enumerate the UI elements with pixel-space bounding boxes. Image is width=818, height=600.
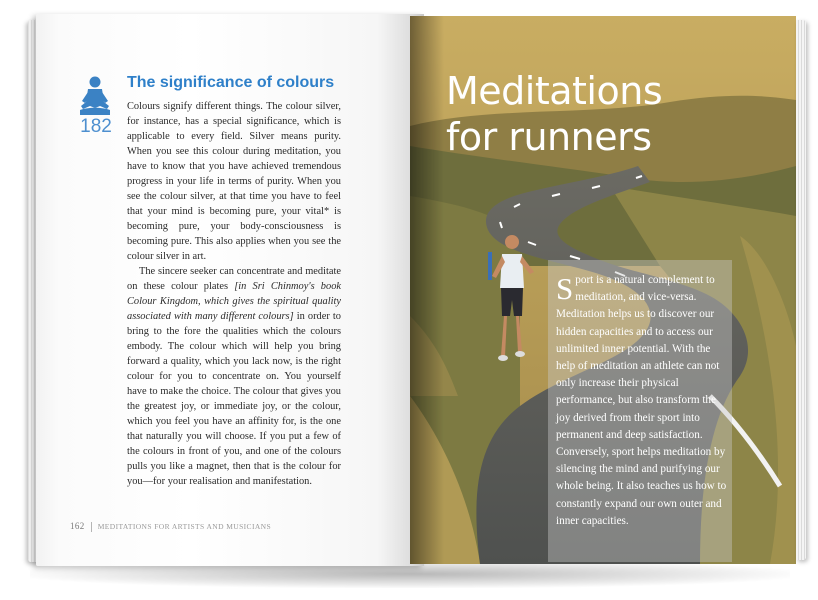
title-line-2: for runners — [446, 115, 652, 159]
drop-cap: S — [556, 271, 574, 306]
footer-page-number: 162 — [70, 521, 85, 531]
page-footer — [70, 521, 271, 532]
panel-text — [556, 272, 728, 530]
panel-body: port is a natural complement to meditation, and vice-versa. Meditation helps us to discover our hidden capacities and to access our unlimited inner potential. With the help of meditation an athlete can not only increase their physical performance, but also transform the joy derived from their sport into permanent and deep satisfaction. Conversely, sport helps meditation by silencing the mind and purifying our whole being. It also teaches us how to constantly expand our own outer and inner capacities. — [556, 274, 727, 527]
paragraph-2-italic: [in Sri Chinmoy's book Colour Kingdom, which gives the spiritual quality associated with many different colours] — [127, 281, 341, 322]
meditating-figure-icon — [78, 76, 112, 116]
section-heading: The significance of colours — [127, 74, 335, 91]
page-title — [446, 68, 662, 160]
paragraph-2 — [127, 264, 341, 489]
title-line-1: Meditations — [446, 69, 663, 113]
footer-running-title: MEDITATIONS FOR ARTISTS AND MUSICIANS — [97, 522, 272, 531]
paragraph-2-end: in order to bring to the fore the qualities which the colours embody. The colour which will help you bring forward a quality, which you lack now, is the right colour for you to concentrate on. You yourself have to make the choice. The colour that gives you the greatest joy, or immediate joy, or the colour, which you feel you have an affinity for, is the one that naturally you will choose. If you put a few of the colours in front of you, and one of the colours pulls you like a magnet, then that is the colour for you—for your realisation and manifestation. — [127, 311, 341, 487]
chapter-number: 182 — [80, 116, 112, 137]
gutter-shadow — [410, 16, 444, 564]
footer-divider — [91, 522, 92, 532]
paragraph-1: Colours signify different things. The colour silver, for instance, has a special significance, which is applicable to every field. Silver means purity. When you see this colour during meditation, you have to know that you have achieved tremendous progress in your life in terms of purity. When you see the colour silver, at that time you have to feel that your mind is becoming pure, your vital* is becoming pure, your body-consciousness is becoming pure. This also applies when you see the colour silver in art. — [127, 101, 341, 262]
paragraph-2-start: The sincere seeker can concentrate and meditate on these colour plates — [127, 266, 341, 292]
body-text — [127, 99, 341, 489]
right-page-edges — [796, 20, 806, 560]
